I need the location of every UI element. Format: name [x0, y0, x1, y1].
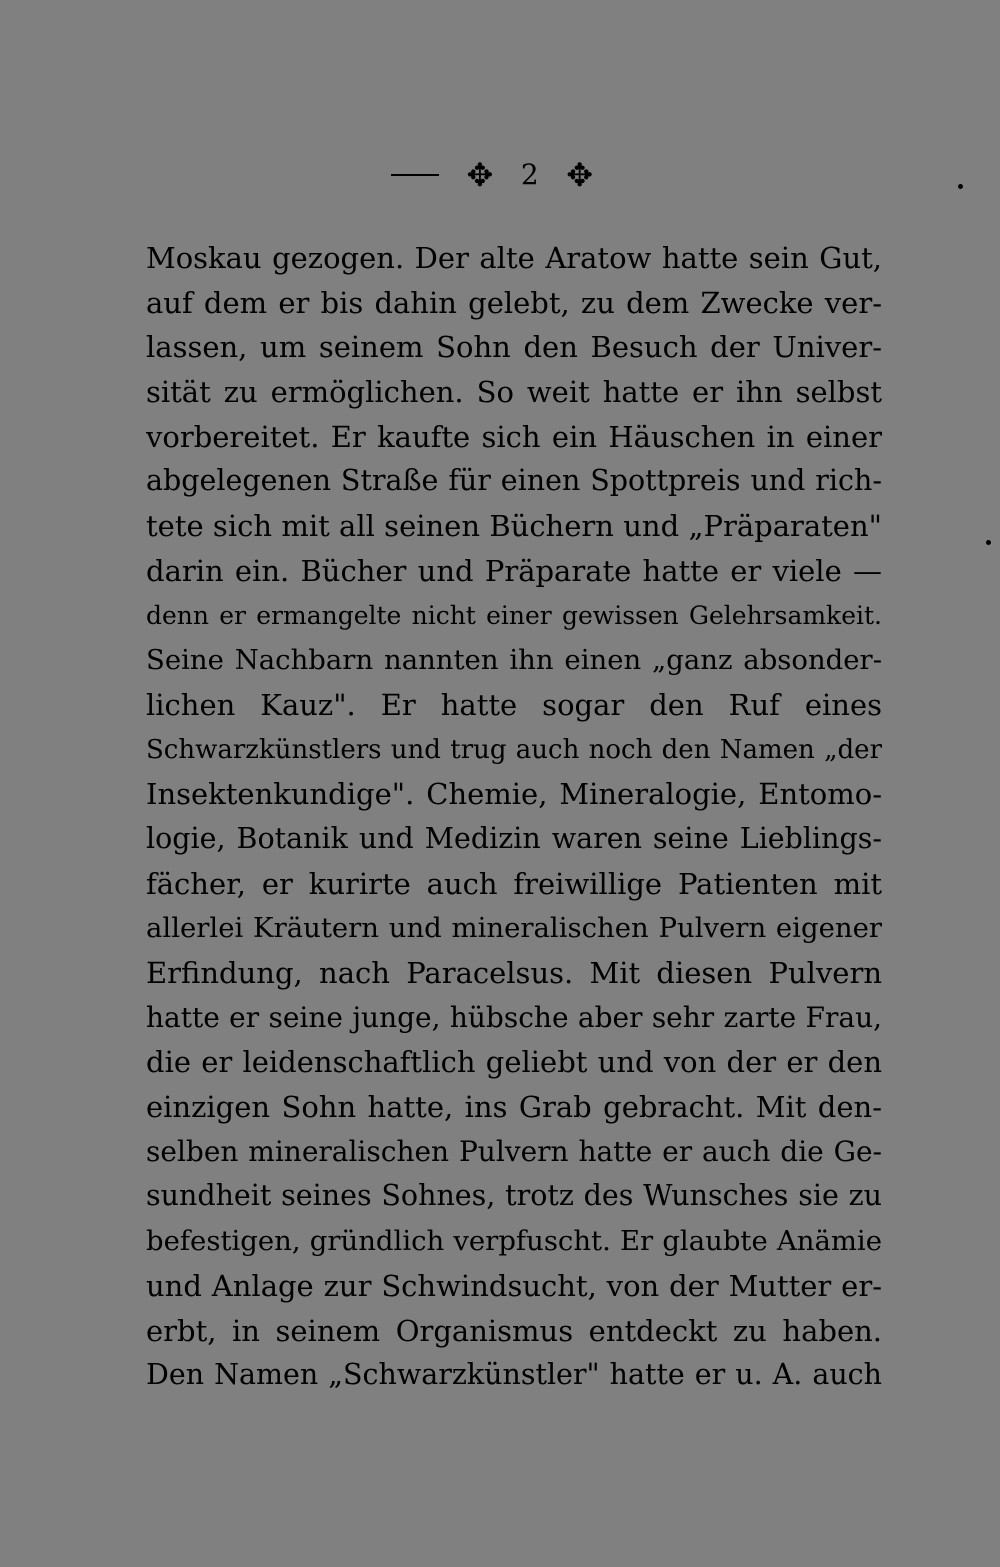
text-line: Schwarzkünstlers und trug auch noch den Namen „der [146, 734, 882, 765]
page-header [0, 152, 1000, 197]
text-line: sität zu ermöglichen. So weit hatte er ihn selbst [146, 375, 882, 410]
text-line: fächer, er kurirte auch freiwillige Patienten mit [146, 866, 882, 901]
text-line: einzigen Sohn hatte, ins Grab gebracht. Mit den- [146, 1090, 882, 1125]
text-line: auf dem er bis dahin gelebt, zu dem Zwecke ver- [146, 285, 882, 320]
text-line: denn er ermangelte nicht einer gewissen Gelehrsamkeit. [146, 600, 882, 630]
header-rule [391, 174, 439, 176]
text-line: darin ein. Bücher und Präparate hatte er viele — [146, 553, 882, 588]
ornament-right-icon: ✥ [566, 156, 596, 194]
text-line: und Anlage zur Schwindsucht, von der Mutter er- [146, 1268, 882, 1303]
text-line: vorbereitet. Er kaufte sich ein Häuschen in einer [146, 419, 882, 454]
ornament-left-icon: ✥ [466, 156, 496, 194]
text-line: die er leidenschaftlich geliebt und von der er den [146, 1045, 882, 1080]
text-line: hatte er seine junge, hübsche aber sehr zarte Frau, [146, 1000, 882, 1034]
scan-speck [958, 184, 963, 189]
text-line: Moskau gezogen. Der alte Aratow hatte sein Gut, [146, 241, 882, 275]
text-line: selben mineralischen Pulvern hatte er auch die Ge- [146, 1134, 882, 1168]
text-line: Erfindung, nach Paracelsus. Mit diesen Pulvern [146, 956, 882, 990]
text-line: allerlei Kräutern und mineralischen Pulvern eigener [146, 912, 882, 945]
page-number: 2 [520, 158, 541, 191]
text-line: lichen Kauz". Er hatte sogar den Ruf eines [146, 687, 882, 722]
text-line: abgelegenen Straße für einen Spottpreis und rich- [146, 464, 882, 498]
text-line: sundheit seines Sohnes, trotz des Wunsches sie zu [146, 1179, 882, 1213]
text-line: Insektenkundige". Chemie, Mineralogie, Entomo- [146, 777, 882, 812]
text-line: befestigen, gründlich verpfuscht. Er glaubte Anämie [146, 1225, 882, 1258]
text-line: logie, Botanik und Medizin waren seine Lieblings- [146, 821, 882, 855]
scan-speck [986, 540, 991, 545]
text-line: erbt, in seinem Organismus entdeckt zu haben. [146, 1313, 882, 1348]
text-line: tete sich mit all seinen Büchern und „Präparaten" [146, 509, 882, 544]
text-line: Seine Nachbarn nannten ihn einen „ganz absonder- [146, 644, 882, 677]
text-line: lassen, um seinem Sohn den Besuch der Univer- [146, 330, 882, 365]
body-text [146, 236, 882, 1398]
text-line: Den Namen „Schwarzkünstler" hatte er u. A. auch [146, 1358, 882, 1392]
